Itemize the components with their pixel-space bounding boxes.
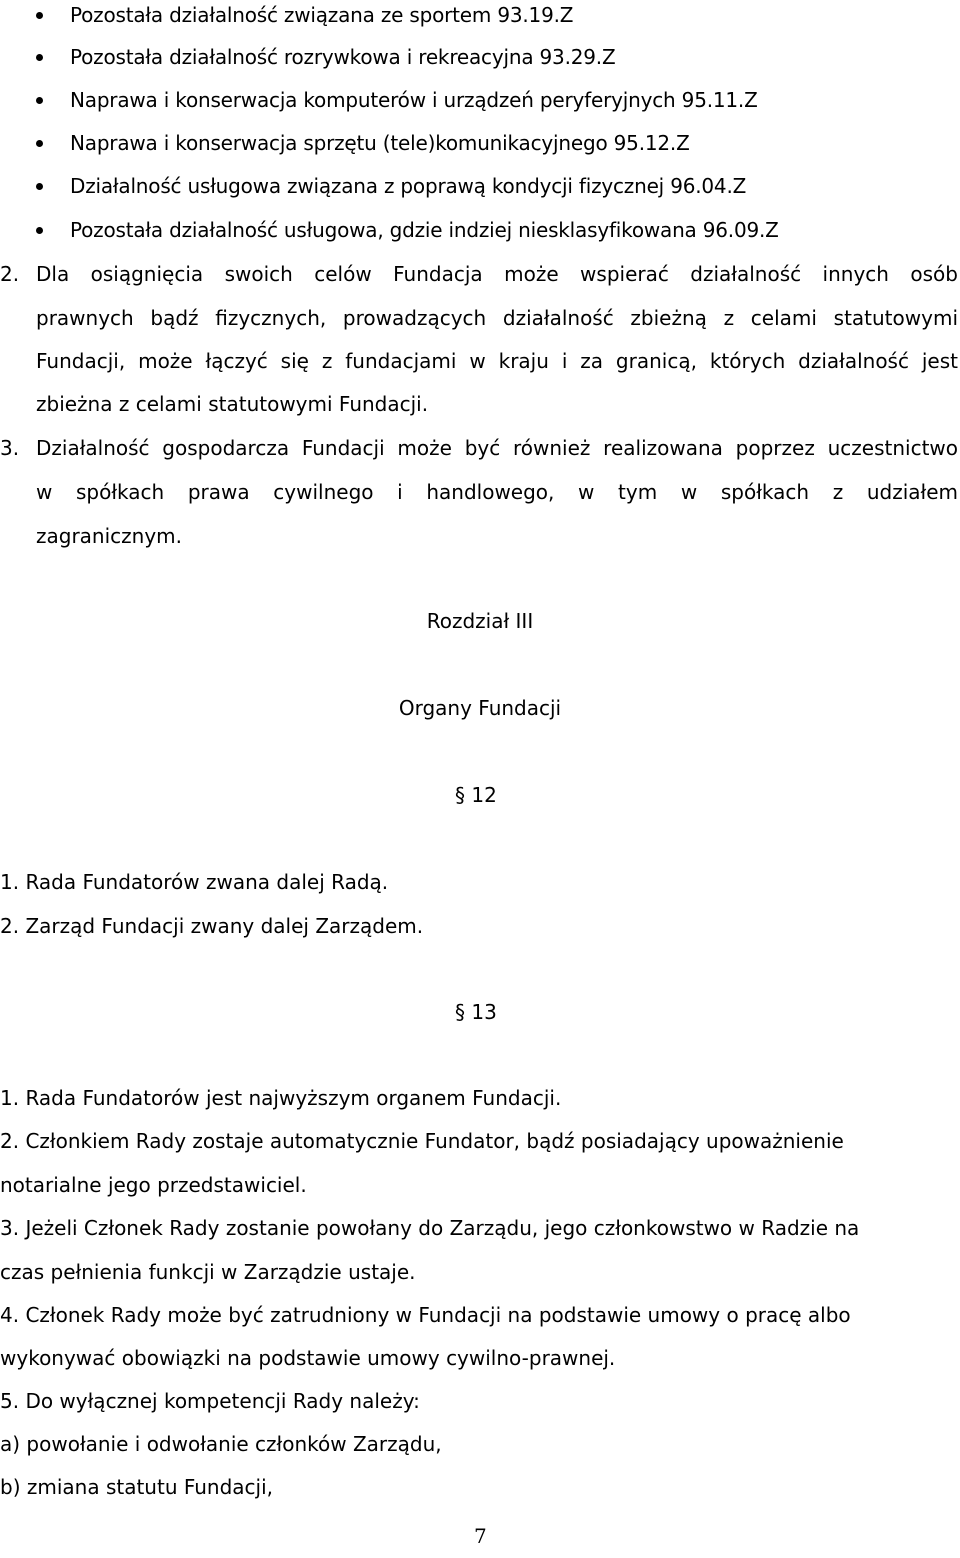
section-heading: § 13 [455,1000,497,1024]
section-heading: § 12 [455,783,497,807]
paragraph-line: 3. Jeżeli Członek Rady zostanie powołany do Zarządu, jego członkowstwo w Radzie na [0,1216,860,1240]
paragraph-number: 2. [0,262,20,286]
paragraph-line: Fundacji, może łączyć się z fundacjami w kraju i za granicą, których działalność jest [36,349,958,373]
list-item: Pozostała działalność rozrywkowa i rekreacyjna 93.29.Z [70,45,616,69]
paragraph-line: czas pełnienia funkcji w Zarządzie ustaje. [0,1260,416,1284]
paragraph-line: 4. Członek Rady może być zatrudniony w Fundacji na podstawie umowy o pracę albo [0,1303,851,1327]
list-item: 1. Rada Fundatorów zwana dalej Radą. [0,870,389,894]
paragraph-line: Dla osiągnięcia swoich celów Fundacja może wspierać działalność innych osób [36,262,958,286]
list-item: 2. Zarząd Fundacji zwany dalej Zarządem. [0,914,424,938]
paragraph-line: Działalność gospodarcza Fundacji może być również realizowana poprzez uczestnictwo [36,436,958,460]
list-item: Naprawa i konserwacja sprzętu (tele)komunikacyjnego 95.12.Z [70,131,690,155]
paragraph-line: w spółkach prawa cywilnego i handlowego, w tym w spółkach z udziałem [36,480,958,504]
bullet-dot-icon [36,140,43,147]
bullet-dot-icon [36,54,43,61]
list-item: Działalność usługowa związana z poprawą kondycji fizycznej 96.04.Z [70,174,747,198]
list-item: Pozostała działalność usługowa, gdzie indziej niesklasyfikowana 96.09.Z [70,218,779,242]
paragraph-line: a) powołanie i odwołanie członków Zarządu, [0,1432,442,1456]
paragraph-line: 5. Do wyłącznej kompetencji Rady należy: [0,1389,420,1413]
bullet-dot-icon [36,97,43,104]
chapter-title: Rozdział III [426,609,534,633]
paragraph-line: 1. Rada Fundatorów jest najwyższym organem Fundacji. [0,1086,562,1110]
paragraph-line: zagranicznym. [36,524,183,548]
paragraph-line: prawnych bądź fizycznych, prowadzących działalność zbieżną z celami statutowymi [36,306,958,330]
chapter-subtitle: Organy Fundacji [398,696,562,720]
bullet-dot-icon [36,12,43,19]
paragraph-line: zbieżna z celami statutowymi Fundacji. [36,392,429,416]
list-item: Pozostała działalność związana ze sportem 93.19.Z [70,3,574,27]
bullet-dot-icon [36,227,43,234]
paragraph-line: b) zmiana statutu Fundacji, [0,1475,274,1499]
paragraph-line: 2. Członkiem Rady zostaje automatycznie Fundator, bądź posiadający upoważnienie [0,1129,844,1153]
page-number: 7 [474,1524,487,1548]
bullet-dot-icon [36,183,43,190]
paragraph-line: wykonywać obowiązki na podstawie umowy cywilno-prawnej. [0,1346,616,1370]
paragraph-number: 3. [0,436,20,460]
list-item: Naprawa i konserwacja komputerów i urządzeń peryferyjnych 95.11.Z [70,88,758,112]
paragraph-line: notarialne jego przedstawiciel. [0,1173,307,1197]
